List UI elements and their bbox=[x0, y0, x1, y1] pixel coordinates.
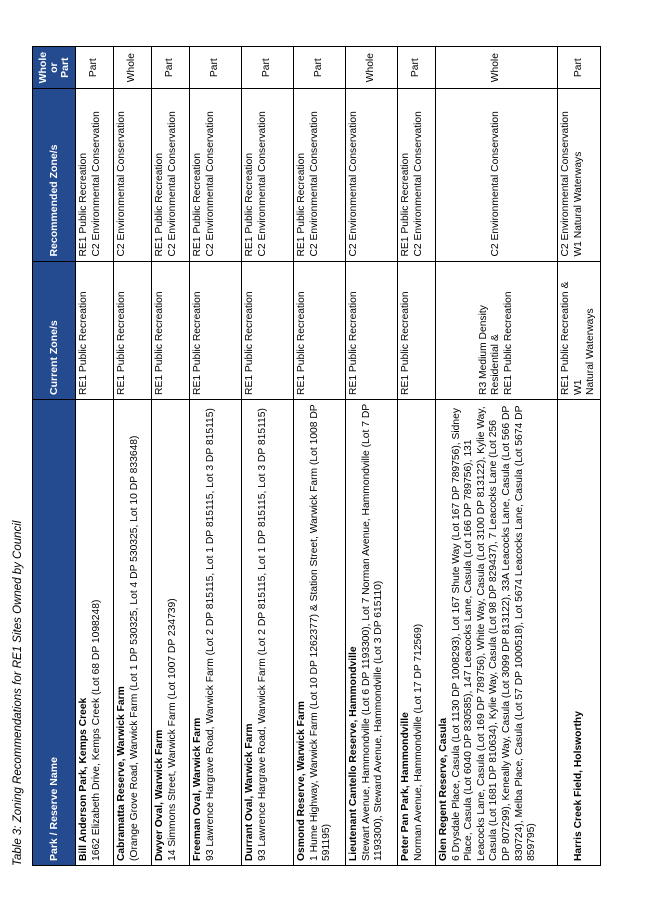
recommended-zone: RE1 Public Recreation bbox=[192, 152, 203, 257]
table-row bbox=[346, 47, 398, 866]
park-cell bbox=[190, 399, 242, 865]
recommended-zone-cell bbox=[76, 89, 114, 261]
table-row bbox=[76, 47, 114, 866]
park-address: 14 Simmons Street, Warwick Farm (Lot 1007 DP 234739) bbox=[166, 598, 178, 861]
park-cell bbox=[346, 399, 398, 865]
current-zone-cell bbox=[294, 261, 346, 399]
park-address: 1 Hume Highway, Warwick Farm (Lot 10 DP 1262377) & Station Street, Warwick Farm (Lot 1008 DP 591195) bbox=[308, 404, 333, 861]
table-row bbox=[294, 47, 346, 866]
current-zone: RE1 Public Recreation bbox=[192, 291, 203, 395]
whole-or-part-value: Part bbox=[558, 47, 601, 89]
current-zone-cell bbox=[76, 261, 114, 399]
park-cell bbox=[76, 399, 114, 865]
park-cell bbox=[242, 399, 294, 865]
current-zone-cell bbox=[152, 261, 190, 399]
whole-or-part-value: Whole bbox=[346, 47, 398, 89]
park-name: Glen Regent Reserve, Casula bbox=[438, 717, 449, 861]
whole-or-part-value: Part bbox=[242, 47, 294, 89]
table-row bbox=[242, 47, 294, 866]
table-caption: Table 3: Zoning Recommendations for RE1 Sites Owned by Council bbox=[12, 520, 24, 866]
park-name: Dwyer Oval, Warwick Farm bbox=[154, 729, 165, 861]
recommended-zone-cell bbox=[436, 89, 558, 261]
recommended-zone: C2 Environmental Conservation bbox=[308, 111, 320, 257]
table-row bbox=[436, 47, 558, 866]
recommended-zone: RE1 Public Recreation bbox=[78, 152, 89, 257]
park-cell bbox=[436, 399, 558, 865]
whole-or-part-value: Part bbox=[190, 47, 242, 89]
current-zone: RE1 Public Recreation & W1 bbox=[560, 281, 584, 395]
recommended-zone: C2 Environmental Conservation bbox=[490, 111, 502, 257]
recommended-zone-cell bbox=[242, 89, 294, 261]
recommended-zone: RE1 Public Recreation bbox=[154, 152, 165, 257]
park-cell bbox=[294, 399, 346, 865]
recommended-zone: C2 Environmental Conservation bbox=[116, 111, 127, 257]
current-zone: RE1 Public Recreation bbox=[400, 291, 411, 395]
recommended-zone: C2 Environmental Conservation bbox=[560, 111, 571, 257]
header-whole-or-part bbox=[33, 47, 76, 89]
header-row bbox=[33, 47, 76, 866]
current-zone-cell bbox=[242, 261, 294, 399]
current-zone: RE1 Public Recreation bbox=[502, 291, 514, 395]
header-current-zones: Current Zone/s bbox=[33, 261, 76, 399]
current-zone: RE1 Public Recreation bbox=[348, 291, 359, 395]
whole-or-part-value: Whole bbox=[436, 47, 558, 89]
recommended-zone-cell bbox=[398, 89, 436, 261]
header-whole-line1: Whole bbox=[36, 51, 49, 84]
park-cell bbox=[558, 399, 601, 865]
current-zone: RE1 Public Recreation bbox=[78, 291, 89, 395]
recommended-zone: C2 Environmental Conservation bbox=[90, 111, 102, 257]
recommended-zone-cell bbox=[294, 89, 346, 261]
header-park-name: Park / Reserve Name bbox=[33, 399, 76, 865]
table-row bbox=[190, 47, 242, 866]
park-name: Peter Pan Park, Hammondville bbox=[400, 712, 411, 861]
recommended-zone: C2 Environmental Conservation bbox=[166, 111, 178, 257]
park-name: Cabramatta Reserve, Warwick Farm bbox=[116, 686, 127, 861]
current-zone-cell bbox=[346, 261, 398, 399]
park-name: Durrant Oval, Warwick Farm bbox=[244, 723, 255, 861]
recommended-zone: RE1 Public Recreation bbox=[400, 152, 411, 257]
recommended-zone: C2 Environmental Conservation bbox=[348, 111, 359, 257]
table-row bbox=[152, 47, 190, 866]
park-cell bbox=[398, 399, 436, 865]
current-zone: Natural Waterways bbox=[585, 308, 597, 395]
recommended-zone: C2 Environmental Conservation bbox=[412, 111, 424, 257]
current-zone: RE1 Public Recreation bbox=[296, 291, 307, 395]
current-zone: RE1 Public Recreation bbox=[116, 291, 127, 395]
park-name: Harris Creek Field, Holsworthy bbox=[572, 711, 584, 861]
recommended-zone: W1 Natural Waterways bbox=[572, 151, 584, 257]
park-name: Bill Anderson Park, Kemps Creek bbox=[78, 697, 89, 861]
header-whole-line2: or Part bbox=[47, 57, 71, 78]
table-row bbox=[114, 47, 152, 866]
recommended-zone: C2 Environmental Conservation bbox=[204, 111, 216, 257]
whole-or-part-value: Part bbox=[398, 47, 436, 89]
table-row bbox=[398, 47, 436, 866]
park-address: (Orange Grove Road, Warwick Farm (Lot 1 DP 530325, Lot 4 DP 530325, Lot 10 DP 833648) bbox=[128, 435, 140, 861]
recommended-zone: RE1 Public Recreation bbox=[296, 152, 307, 257]
current-zone: R3 Medium Density bbox=[477, 305, 489, 395]
recommended-zone-cell bbox=[346, 89, 398, 261]
current-zone-cell bbox=[558, 261, 601, 399]
current-zone-cell bbox=[190, 261, 242, 399]
park-cell bbox=[152, 399, 190, 865]
whole-or-part-value: Whole bbox=[114, 47, 152, 89]
park-address: Norman Avenue, Hammondville (Lot 17 DP 712569) bbox=[412, 623, 424, 861]
header-recommended-zones: Recommended Zone/s bbox=[33, 89, 76, 261]
recommended-zone-cell bbox=[152, 89, 190, 261]
current-zone: Residential & bbox=[490, 334, 502, 395]
park-cell bbox=[114, 399, 152, 865]
park-address: Stewart Avenue, Hammondville (Lot 6 DP 1193300), Lot 7 Norman Avenue, Hammondville (Lot 7 DP 1193300), Steward Avenue, Hammondville (Lot 3 DP 615110) bbox=[360, 404, 385, 861]
current-zone: RE1 Public Recreation bbox=[154, 291, 165, 395]
whole-or-part-value: Part bbox=[152, 47, 190, 89]
park-address: 6 Drysdale Place, Casula (Lot 1130 DP 1008293), Lot 167 Shute Way (Lot 167 DP 789756), Sidney Place, Casula (Lot 6040 DP 830585), 147 Leacocks Lane, Casula (Lot 166 DP 789756), 131 Leacocks Lane, Casula (Lot 169 DP 789756), White Way, Casula (Lot 3100 DP 813122), Kylie Way, Casula (Lot 1681 DP 810634), Kylie Way, Casula (Lot 98 DP 829437), 7 Leacocks Lane (Lot 256 DP 807299), Keneally Way, Casula (Lot 3099 DP 813122), 33A Leacocks Lane, Casula (Lot 566 DP 830724), Melba Place, Casula (Lot 57 DP 1000518), Lot 5674 Leacocks Lane, Casula (Lot 5674 DP 859795) bbox=[450, 405, 538, 861]
table-row bbox=[558, 47, 601, 866]
park-address: 93 Lawrence Hargrave Road, Warwick Farm (Lot 2 DP 815115, Lot 1 DP 815115, Lot 3 DP 815115) bbox=[204, 408, 216, 861]
recommended-zone-cell bbox=[558, 89, 601, 261]
recommended-zone: RE1 Public Recreation bbox=[244, 152, 255, 257]
current-zone-cell bbox=[398, 261, 436, 399]
recommended-zone-cell bbox=[114, 89, 152, 261]
park-name: Lieutenant Cantello Reserve, Hammondville bbox=[348, 646, 359, 861]
whole-or-part-value: Part bbox=[294, 47, 346, 89]
park-name: Osmond Reserve, Warwick Farm bbox=[296, 701, 307, 861]
zoning-table bbox=[32, 46, 601, 866]
park-address: 93 Lawrence Hargrave Road, Warwick Farm (Lot 2 DP 815115, Lot 1 DP 815115, Lot 3 DP 815115) bbox=[256, 408, 268, 861]
recommended-zone: C2 Environmental Conservation bbox=[256, 111, 268, 257]
park-address: 1662 Elizabeth Drive, Kemps Creek (Lot 68 DP 1098248) bbox=[90, 599, 102, 861]
whole-or-part-value: Part bbox=[76, 47, 114, 89]
current-zone-cell bbox=[436, 261, 558, 399]
current-zone: RE1 Public Recreation bbox=[244, 291, 255, 395]
park-name: Freeman Oval, Warwick Farm bbox=[192, 717, 203, 861]
current-zone-cell bbox=[114, 261, 152, 399]
recommended-zone-cell bbox=[190, 89, 242, 261]
